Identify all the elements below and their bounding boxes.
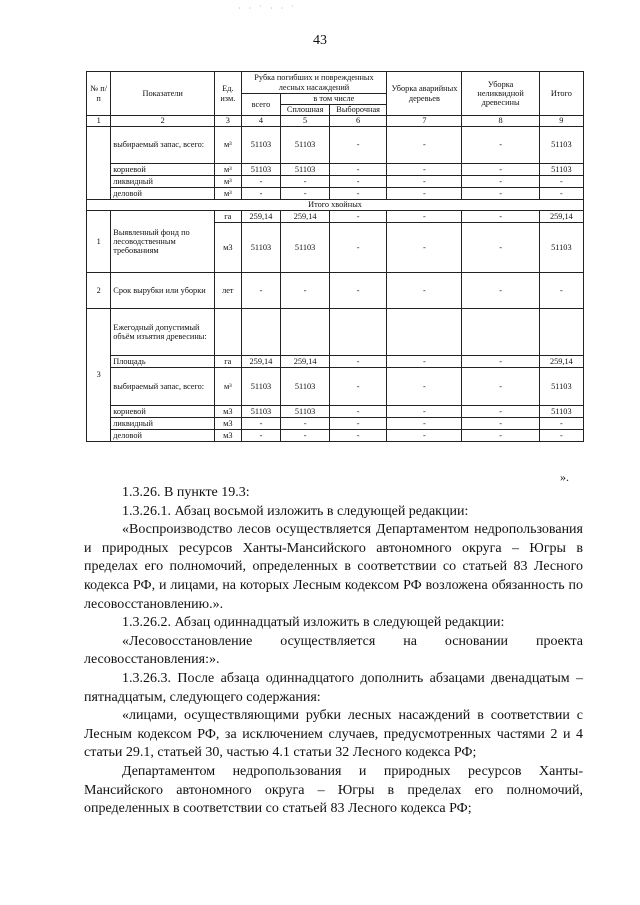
value-cell: -	[387, 356, 462, 368]
value-cell: -	[462, 188, 539, 200]
row-label: Ежегодный допустимый объём изъятия древесины:	[111, 309, 215, 356]
unit-cell: га	[215, 211, 242, 223]
value-cell: -	[329, 164, 386, 176]
value-cell: -	[462, 164, 539, 176]
section-title: Итого хвойных	[87, 200, 584, 211]
unit-cell: м3	[215, 430, 242, 442]
paragraph: 1.3.26.1. Абзац восьмой изложить в следующей редакции:	[122, 503, 469, 519]
value-cell: 259,14	[539, 356, 583, 368]
paragraph: 1.3.26.2. Абзац одиннадцатый изложить в следующей редакции:	[122, 615, 505, 631]
col-number: 5	[281, 116, 330, 127]
forest-felling-table	[86, 71, 584, 442]
col-number: 9	[539, 116, 583, 127]
value-cell: -	[539, 176, 583, 188]
table-row	[87, 176, 584, 188]
header-total: Итого	[539, 72, 583, 116]
value-cell: -	[241, 430, 281, 442]
table-row	[87, 418, 584, 430]
paragraph: «Лесовосстановление осуществляется на основании проекта лесовосстановления:».	[84, 633, 583, 668]
unit-cell: лет	[215, 273, 242, 309]
group-number: 2	[87, 273, 111, 309]
empty-cell	[462, 309, 539, 356]
table-row	[87, 188, 584, 200]
header-incl: в том числе	[281, 94, 387, 105]
value-cell: 259,14	[539, 211, 583, 223]
value-cell: -	[462, 430, 539, 442]
value-cell: -	[462, 211, 539, 223]
row-label: Выявленный фонд по лесоводственным требованиям	[111, 211, 215, 273]
value-cell: -	[539, 430, 583, 442]
value-cell: -	[387, 176, 462, 188]
value-cell: -	[329, 127, 386, 164]
value-cell: -	[241, 418, 281, 430]
value-cell: -	[387, 406, 462, 418]
header-selective: Выборочная	[329, 105, 386, 116]
scan-specks: · · ˙ · · ˙	[238, 4, 297, 13]
header-indicator: Показатели	[111, 72, 215, 116]
value-cell: 51103	[539, 164, 583, 176]
value-cell: -	[241, 188, 281, 200]
col-number: 2	[111, 116, 215, 127]
value-cell: 51103	[241, 368, 281, 406]
row-label: ликвидный	[111, 418, 215, 430]
row-label: Срок вырубки или уборки	[111, 273, 215, 309]
value-cell: -	[462, 176, 539, 188]
unit-cell: м³	[215, 164, 242, 176]
col-number: 7	[387, 116, 462, 127]
value-cell: -	[329, 430, 386, 442]
value-cell: -	[329, 273, 386, 309]
value-cell: -	[329, 418, 386, 430]
value-cell: 51103	[241, 406, 281, 418]
value-cell: 51103	[281, 223, 330, 273]
value-cell: -	[539, 273, 583, 309]
value-cell: -	[387, 368, 462, 406]
page-number: 43	[313, 33, 327, 48]
value-cell: 51103	[281, 368, 330, 406]
unit-cell: м3	[215, 223, 242, 273]
paragraph: 1.3.26. В пункте 19.3:	[122, 485, 250, 500]
value-cell: -	[241, 176, 281, 188]
col-number: 8	[462, 116, 539, 127]
value-cell: -	[329, 368, 386, 406]
unit-cell: м3	[215, 406, 242, 418]
header-emergency: Уборка аварийных деревьев	[387, 72, 462, 116]
value-cell: 51103	[539, 127, 583, 164]
row-label: ликвидный	[111, 176, 215, 188]
col-number: 3	[215, 116, 242, 127]
unit-cell: га	[215, 356, 242, 368]
table-row	[87, 164, 584, 176]
row-label: выбираемый запас, всего:	[111, 127, 215, 164]
row-label: корневой	[111, 406, 215, 418]
value-cell: 51103	[241, 127, 281, 164]
value-cell: -	[387, 164, 462, 176]
paragraph: «лицами, осуществляющими рубки лесных насаждений в соответствии с Лесным кодексом РФ, за исключением случаев, предусмотренных частями 2 и 4 статьи 29.1, статьей 30, частью 4.1 статьи 32 Лесного кодекса РФ;	[84, 708, 583, 761]
unit-cell: м³	[215, 127, 242, 164]
table-row	[87, 406, 584, 418]
value-cell: -	[462, 418, 539, 430]
value-cell: -	[387, 273, 462, 309]
value-cell: -	[329, 223, 386, 273]
header-illiquid: Уборка неликвидной древесины	[462, 72, 539, 116]
value-cell: -	[281, 418, 330, 430]
body-text	[84, 484, 583, 819]
empty-cell	[539, 309, 583, 356]
group-number: 1	[87, 211, 111, 273]
table-row	[87, 368, 584, 406]
value-cell: -	[462, 273, 539, 309]
header-unit: Ед. изм.	[215, 72, 242, 116]
value-cell: 51103	[539, 223, 583, 273]
value-cell: -	[329, 406, 386, 418]
value-cell: -	[387, 188, 462, 200]
header-felling-group: Рубка погибших и поврежденных лесных насаждений	[241, 72, 387, 94]
table-row	[87, 273, 584, 309]
unit-cell: м3	[215, 418, 242, 430]
paragraph: Департаментом недропользования и природных ресурсов Ханты-Мансийского автономного округа – Югры в пределах его полномочий, определенных в соответствии со статьей 83 Лесного кодекса РФ;	[84, 763, 583, 817]
table-row	[87, 127, 584, 164]
empty-cell	[387, 309, 462, 356]
value-cell: 51103	[281, 127, 330, 164]
col-number: 6	[329, 116, 386, 127]
empty-cell	[215, 309, 242, 356]
unit-cell: м³	[215, 368, 242, 406]
paragraph: «Воспроизводство лесов осуществляется Департаментом недропользования и природных ресурсов Ханты-Мансийского автономного округа – Югры в пределах его полномочий, определенных в соответствии со статьей 83 Лесного кодекса РФ, и лицами, на которых Лесным кодексом РФ возложена обязанность по лесовосстановлению.».	[84, 522, 583, 612]
row-label: Площадь	[111, 356, 215, 368]
value-cell: -	[462, 223, 539, 273]
empty-num-cell	[87, 127, 111, 200]
row-label: деловой	[111, 188, 215, 200]
value-cell: 259,14	[281, 211, 330, 223]
value-cell: 51103	[281, 406, 330, 418]
value-cell: -	[329, 356, 386, 368]
col-number: 1	[87, 116, 111, 127]
table-closing-quote: ».	[560, 470, 569, 484]
value-cell: 51103	[241, 223, 281, 273]
value-cell: 51103	[539, 406, 583, 418]
value-cell: -	[539, 188, 583, 200]
value-cell: 259,14	[241, 356, 281, 368]
row-label: выбираемый запас, всего:	[111, 368, 215, 406]
empty-cell	[329, 309, 386, 356]
value-cell: -	[387, 211, 462, 223]
value-cell: -	[462, 127, 539, 164]
row-label: деловой	[111, 430, 215, 442]
value-cell: -	[387, 127, 462, 164]
value-cell: -	[329, 176, 386, 188]
row-label: корневой	[111, 164, 215, 176]
value-cell: 259,14	[241, 211, 281, 223]
value-cell: -	[462, 406, 539, 418]
empty-cell	[281, 309, 330, 356]
header-num: № п/п	[87, 72, 111, 116]
value-cell: -	[281, 188, 330, 200]
value-cell: -	[281, 430, 330, 442]
group-number: 3	[87, 309, 111, 442]
paragraph: 1.3.26.3. После абзаца одиннадцатого дополнить абзацами двенадцатым – пятнадцатым, следующего содержания:	[84, 670, 583, 705]
header-total-sub: всего	[241, 94, 281, 116]
value-cell: 51103	[241, 164, 281, 176]
value-cell: -	[281, 176, 330, 188]
table-row	[87, 430, 584, 442]
col-number: 4	[241, 116, 281, 127]
value-cell: -	[329, 211, 386, 223]
table-row	[87, 309, 584, 356]
value-cell: -	[241, 273, 281, 309]
unit-cell: м³	[215, 188, 242, 200]
value-cell: -	[462, 368, 539, 406]
value-cell: -	[462, 356, 539, 368]
value-cell: 51103	[281, 164, 330, 176]
value-cell: -	[329, 188, 386, 200]
value-cell: -	[281, 273, 330, 309]
unit-cell: м³	[215, 176, 242, 188]
value-cell: -	[387, 430, 462, 442]
value-cell: 259,14	[281, 356, 330, 368]
value-cell: -	[387, 223, 462, 273]
table-row	[87, 356, 584, 368]
table-row	[87, 211, 584, 223]
empty-cell	[241, 309, 281, 356]
value-cell: -	[387, 418, 462, 430]
value-cell: 51103	[539, 368, 583, 406]
value-cell: -	[539, 418, 583, 430]
header-clear: Сплошная	[281, 105, 330, 116]
